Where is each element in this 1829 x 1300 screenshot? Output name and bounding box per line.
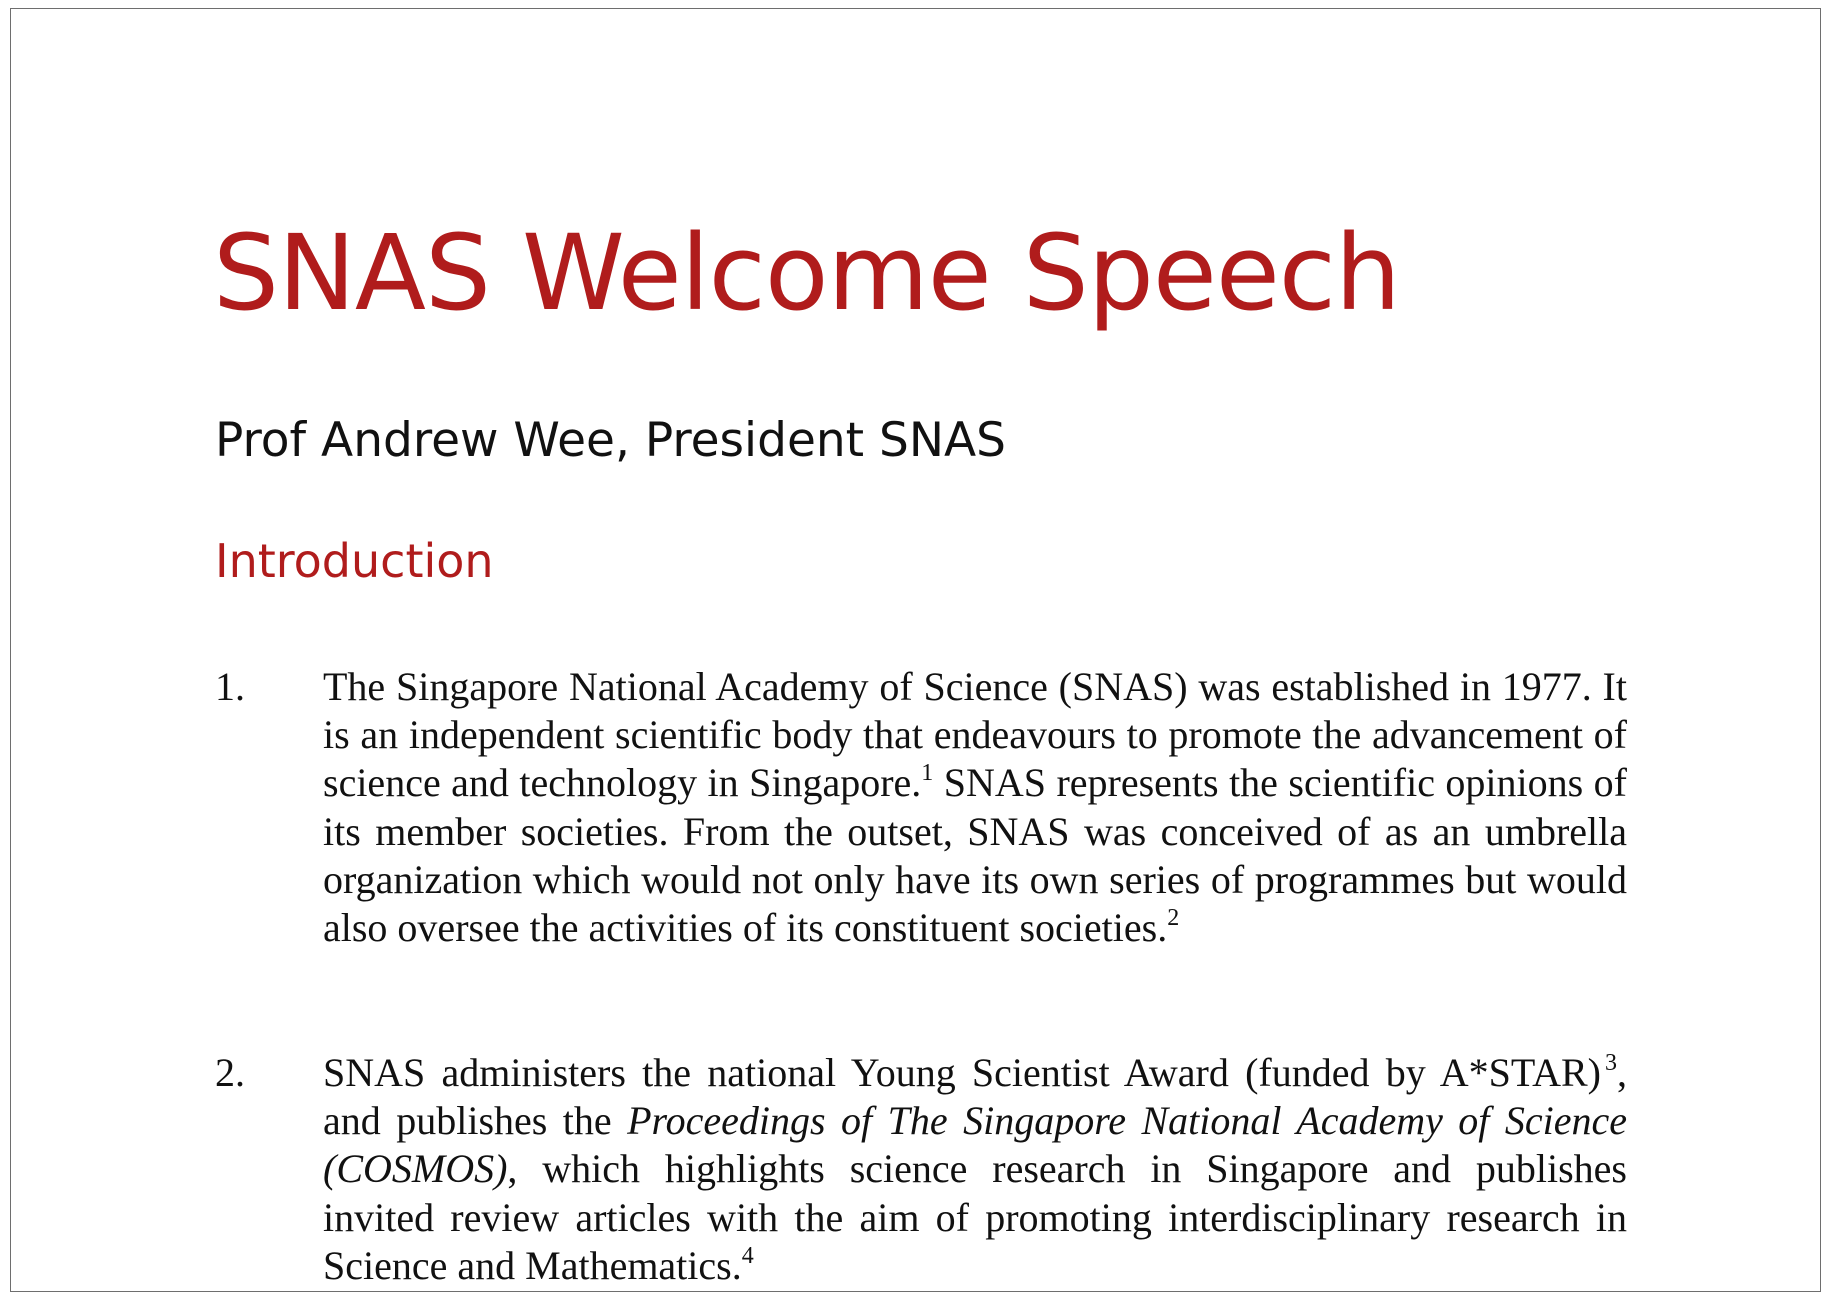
paragraph-text-part: SNAS represents the scientific opinions of its member societies. From the outset, SNAS was conceived of as an umbrella organization which would not only have its own series of programmes but would also oversee the activities of its constituent societies. [323, 760, 1628, 951]
paragraph-text-part: , which highlights science research in Singapore and publishes invited review articles with the aim of promoting interdisciplinary research in Science and Mathematics. [323, 1146, 1627, 1288]
paragraph-text-part: The Singapore National Academy of Science (SNAS) was established in 1977. It is an independent scientific body that endeavours to promote the advancement of science and technology in Singapore. [323, 664, 1627, 806]
paragraph-text [323, 1049, 1627, 1290]
numbered-paragraph-1 [215, 663, 1627, 952]
paragraph-number: 2. [215, 1050, 245, 1095]
footnote-ref-3[interactable]: 3 [1605, 1050, 1617, 1076]
footnote-ref-4[interactable]: 4 [741, 1242, 754, 1269]
numbered-paragraph-2 [215, 1049, 1627, 1290]
author-line: Prof Andrew Wee, President SNAS [215, 413, 1006, 468]
paragraph-text [323, 663, 1627, 952]
paragraph-text-part: SNAS administers the national Young Scientist Award (funded by A*STAR) [323, 1050, 1601, 1095]
paragraph-number: 1. [215, 664, 245, 709]
section-heading-introduction: Introduction [215, 534, 494, 588]
publication-title: Proceedings of The Singapore National Academy of Science (COSMOS) [323, 1098, 1628, 1192]
document-title: SNAS Welcome Speech [213, 212, 1400, 334]
footnote-ref-1[interactable]: 1 [921, 760, 934, 787]
footnote-ref-2[interactable]: 2 [1167, 905, 1180, 932]
paragraph-text-part: , and publishes the [323, 1050, 1627, 1144]
document-page [10, 8, 1821, 1292]
